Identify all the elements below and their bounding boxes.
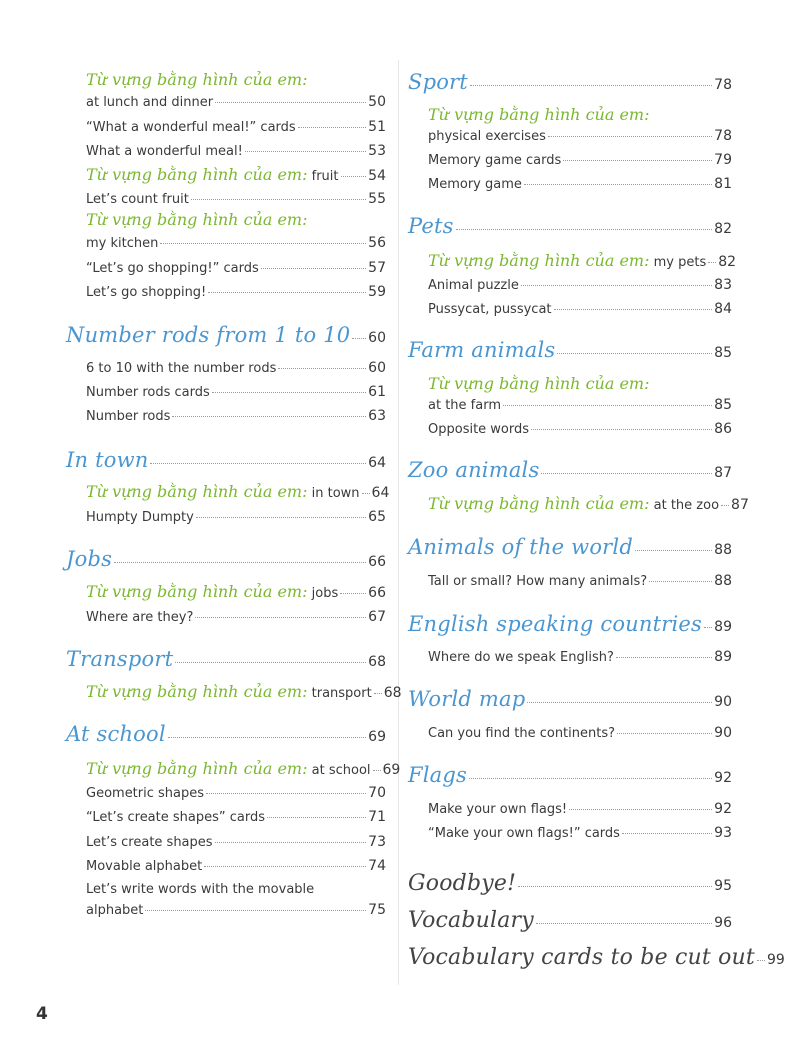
leader-dots [470, 85, 712, 86]
section-title: In town [66, 448, 149, 472]
toc-entry[interactable] [66, 360, 386, 376]
toc-entry[interactable] [408, 573, 732, 589]
section-title: Vocabulary cards to be cut out [408, 945, 755, 970]
entry-title: Từ vựng bằng hình của em: my pets [428, 251, 707, 270]
section-page: 87 [714, 465, 732, 481]
leader-dots [569, 809, 712, 810]
toc-section[interactable] [408, 871, 732, 896]
toc-entry[interactable] [66, 408, 386, 424]
section-title: World map [408, 687, 526, 711]
section-page: 96 [714, 915, 732, 931]
vocab-heading: Từ vựng bằng hình của em: [428, 105, 650, 124]
entry-title: Where do we speak English? [428, 650, 614, 665]
leader-dots [208, 292, 366, 293]
section-title: English speaking countries [408, 612, 703, 636]
entry-page: 66 [368, 585, 386, 601]
entry-page: 84 [714, 301, 732, 317]
leader-dots [635, 550, 712, 551]
vocab-heading: Từ vựng bằng hình của em: [86, 210, 308, 229]
toc-entry[interactable] [66, 260, 386, 276]
toc-entry[interactable] [408, 725, 732, 741]
entry-page: 63 [368, 408, 386, 424]
vocab-label: Từ vựng bằng hình của em: [86, 165, 308, 184]
vocab-label: Từ vựng bằng hình của em: [86, 759, 308, 778]
leader-dots [352, 338, 366, 339]
leader-dots [341, 176, 367, 177]
section-page: 82 [714, 221, 732, 237]
toc-entry[interactable] [408, 825, 732, 841]
leader-dots [563, 160, 712, 161]
toc-entry[interactable] [408, 421, 732, 437]
entry-page: 55 [368, 191, 386, 207]
toc-entry[interactable] [66, 165, 386, 184]
leader-dots [215, 842, 367, 843]
leader-dots [278, 368, 366, 369]
entry-title: Từ vựng bằng hình của em: in town [86, 482, 360, 501]
entry-title: Where are they? [86, 610, 194, 625]
leader-dots [616, 657, 712, 658]
entry-page: 61 [368, 384, 386, 400]
vocab-label: Từ vựng bằng hình của em: [428, 494, 650, 513]
toc-entry[interactable] [66, 858, 386, 874]
toc-entry[interactable] [66, 809, 386, 825]
toc-section[interactable] [66, 547, 386, 571]
vocab-heading: Từ vựng bằng hình của em: [428, 374, 650, 393]
section-title: Animals of the world [408, 535, 633, 559]
entry-page: 71 [368, 809, 386, 825]
entry-title: “Make your own flags!” cards [428, 826, 620, 841]
entry-page: 70 [368, 785, 386, 801]
section-page: 92 [714, 770, 732, 786]
leader-dots [757, 960, 765, 961]
toc-entry[interactable] [66, 834, 386, 850]
toc-section[interactable] [408, 535, 732, 559]
entry-page: 79 [714, 152, 732, 168]
entry-title: Pussycat, pussycat [428, 302, 552, 317]
entry-page: 81 [714, 176, 732, 192]
vocab-label: Từ vựng bằng hình của em: [86, 482, 308, 501]
entry-title: Number rods cards [86, 385, 210, 400]
toc-entry[interactable] [408, 397, 732, 413]
vocab-heading: Từ vựng bằng hình của em: [86, 70, 308, 89]
toc-entry[interactable] [408, 649, 732, 665]
toc-entry[interactable] [66, 609, 386, 625]
toc-section[interactable] [408, 458, 732, 482]
toc-entry[interactable] [66, 509, 386, 525]
leader-dots [521, 285, 712, 286]
leader-dots [469, 778, 712, 779]
toc-entry[interactable] [66, 94, 386, 110]
entry-title: Từ vựng bằng hình của em: fruit [86, 165, 339, 184]
leader-dots [374, 693, 382, 694]
toc-section[interactable] [408, 612, 732, 636]
entry-page: 86 [714, 421, 732, 437]
toc-entry[interactable] [66, 682, 402, 701]
toc-entry[interactable] [66, 284, 386, 300]
entry-title: “What a wonderful meal!” cards [86, 120, 296, 135]
leader-dots [145, 910, 366, 911]
toc-entry[interactable] [66, 191, 386, 207]
leader-dots [548, 136, 712, 137]
toc-section[interactable] [408, 214, 732, 238]
toc-entry[interactable] [408, 494, 749, 513]
leader-dots [204, 866, 366, 867]
entry-page: 51 [368, 119, 386, 135]
section-title: Sport [408, 70, 468, 94]
section-page: 64 [368, 455, 386, 471]
section-page: 89 [714, 619, 732, 635]
leader-dots [175, 662, 366, 663]
entry-page: 67 [368, 609, 386, 625]
entry-title: Opposite words [428, 422, 530, 437]
leader-dots [362, 493, 370, 494]
toc-section[interactable] [408, 687, 732, 711]
vocab-label: Từ vựng bằng hình của em: [428, 251, 650, 270]
leader-dots [649, 581, 712, 582]
toc-section[interactable] [408, 70, 732, 94]
leader-dots [456, 229, 713, 230]
leader-dots [196, 517, 366, 518]
leader-dots [554, 309, 713, 310]
section-page: 68 [368, 654, 386, 670]
leader-dots [245, 151, 366, 152]
toc-section[interactable] [408, 338, 732, 362]
section-page: 66 [368, 554, 386, 570]
entry-title: Geometric shapes [86, 786, 205, 801]
section-page: 85 [714, 345, 732, 361]
entry-page: 56 [368, 235, 386, 251]
toc-section[interactable] [66, 323, 386, 347]
entry-title: at lunch and dinner [86, 95, 214, 110]
leader-dots [340, 593, 366, 594]
entry-page: 82 [718, 254, 737, 270]
section-title: Pets [408, 214, 454, 238]
section-page: 78 [714, 77, 732, 93]
section-title: Zoo animals [408, 458, 540, 482]
leader-dots [160, 243, 366, 244]
leader-dots [215, 102, 366, 103]
section-page: 99 [766, 952, 785, 968]
column-divider [398, 60, 399, 985]
entry-title: Make your own flags! [428, 802, 568, 817]
entry-page: 65 [368, 509, 386, 525]
toc-section[interactable] [408, 763, 732, 787]
entry-page: 92 [714, 801, 732, 817]
leader-dots [518, 886, 712, 887]
leader-dots [114, 562, 366, 563]
entry-page: 87 [731, 497, 749, 513]
entry-title: Let’s write words with the movable [86, 882, 315, 897]
entry-page: 74 [368, 858, 386, 874]
entry-page: 75 [368, 902, 386, 918]
toc-entry[interactable] [66, 119, 386, 135]
entry-title: alphabet [86, 903, 144, 918]
entry-title: Number rods [86, 409, 171, 424]
section-page: 69 [368, 729, 386, 745]
leader-dots [557, 353, 712, 354]
toc-section[interactable] [408, 945, 785, 970]
leader-dots [708, 262, 716, 263]
toc-entry[interactable] [408, 152, 732, 168]
section-page: 90 [714, 694, 732, 710]
entry-page: 57 [368, 260, 386, 276]
leader-dots [172, 416, 366, 417]
entry-title: Movable alphabet [86, 859, 203, 874]
entry-title: Can you find the continents? [428, 726, 616, 741]
toc-entry[interactable] [66, 582, 386, 601]
leader-dots [531, 429, 712, 430]
entry-page: 73 [368, 834, 386, 850]
entry-title: Let’s count fruit [86, 192, 189, 207]
leader-dots [206, 793, 366, 794]
entry-title: 6 to 10 with the number rods [86, 361, 277, 376]
toc-entry[interactable] [408, 128, 732, 144]
entry-title: Humpty Dumpty [86, 510, 194, 525]
leader-dots [195, 617, 366, 618]
entry-page: 59 [368, 284, 386, 300]
leader-dots [527, 702, 712, 703]
toc-section[interactable] [66, 722, 386, 746]
entry-page: 69 [382, 762, 401, 778]
entry-title: physical exercises [428, 129, 546, 144]
entry-page: 53 [368, 143, 386, 159]
toc-entry[interactable] [408, 251, 737, 270]
section-title: Farm animals [408, 338, 556, 362]
entry-title: my kitchen [86, 236, 159, 251]
toc-entry[interactable] [66, 384, 386, 400]
entry-title: “Let’s create shapes” cards [86, 810, 266, 825]
entry-title: Memory game [428, 177, 522, 192]
entry-title: Memory game cards [428, 153, 562, 168]
entry-page: 54 [368, 168, 386, 184]
leader-dots [524, 184, 712, 185]
toc-entry[interactable] [66, 759, 401, 778]
leader-dots [191, 199, 366, 200]
section-title: Jobs [66, 547, 113, 571]
entry-page: 85 [714, 397, 732, 413]
section-page: 88 [714, 542, 732, 558]
section-page: 95 [714, 878, 732, 894]
entry-title: “Let’s go shopping!” cards [86, 261, 259, 276]
vocab-label: Từ vựng bằng hình của em: [86, 582, 308, 601]
section-title: At school [66, 722, 166, 746]
leader-dots [704, 627, 712, 628]
page-number: 4 [36, 1004, 48, 1024]
toc-entry[interactable] [66, 482, 390, 501]
section-title: Transport [66, 647, 174, 671]
entry-page: 50 [368, 94, 386, 110]
toc-entry[interactable] [66, 235, 386, 251]
leader-dots [536, 923, 712, 924]
toc-section[interactable] [408, 908, 732, 933]
entry-page: 64 [371, 485, 390, 501]
entry-page: 88 [714, 573, 732, 589]
leader-dots [168, 737, 366, 738]
entry-title: Từ vựng bằng hình của em: jobs [86, 582, 339, 601]
section-title: Number rods from 1 to 10 [66, 323, 351, 347]
vocab-label: Từ vựng bằng hình của em: [86, 682, 308, 701]
entry-page: 89 [714, 649, 732, 665]
entry-title: Animal puzzle [428, 278, 519, 293]
leader-dots [721, 505, 729, 506]
leader-dots [212, 392, 366, 393]
entry-title: Từ vựng bằng hình của em: at school [86, 759, 371, 778]
toc-entry[interactable] [66, 143, 386, 159]
toc-entry[interactable] [408, 301, 732, 317]
entry-page: 78 [714, 128, 732, 144]
entry-page: 83 [714, 277, 732, 293]
section-title: Vocabulary [408, 908, 534, 933]
toc-entry[interactable] [408, 176, 732, 192]
toc-section[interactable] [66, 647, 386, 671]
leader-dots [541, 473, 712, 474]
leader-dots [298, 127, 366, 128]
entry-title: Let’s create shapes [86, 835, 213, 850]
section-title: Flags [408, 763, 468, 787]
leader-dots [622, 833, 712, 834]
entry-title: Tall or small? How many animals? [428, 574, 648, 589]
leader-dots [373, 770, 381, 771]
leader-dots [267, 817, 366, 818]
toc-entry-line1[interactable] [66, 882, 386, 897]
entry-title: at the farm [428, 398, 501, 413]
section-page: 60 [368, 330, 386, 346]
leader-dots [503, 405, 712, 406]
entry-title: What a wonderful meal! [86, 144, 243, 159]
entry-title: Từ vựng bằng hình của em: transport [86, 682, 372, 701]
section-title: Goodbye! [408, 871, 517, 896]
entry-page: 68 [383, 685, 402, 701]
toc-entry[interactable] [66, 902, 386, 918]
leader-dots [617, 733, 712, 734]
toc-section[interactable] [66, 448, 386, 472]
leader-dots [261, 268, 366, 269]
entry-page: 90 [714, 725, 732, 741]
entry-title: Let’s go shopping! [86, 285, 207, 300]
toc-entry[interactable] [408, 277, 732, 293]
leader-dots [150, 463, 366, 464]
toc-entry[interactable] [408, 801, 732, 817]
toc-entry[interactable] [66, 785, 386, 801]
entry-page: 60 [368, 360, 386, 376]
entry-page: 93 [714, 825, 732, 841]
entry-title: Từ vựng bằng hình của em: at the zoo [428, 494, 720, 513]
